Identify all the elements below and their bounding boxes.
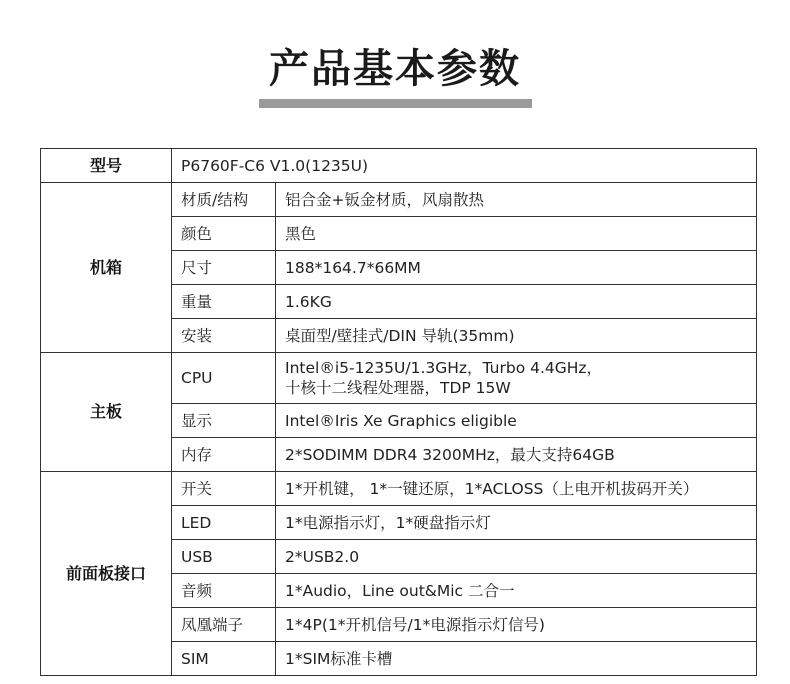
cpu-value-line-1: Intel®i5-1235U/1.3GHz，Turbo 4.4GHz， <box>285 359 603 377</box>
row-value: 1*Audio，Line out&Mic 二合一 <box>276 574 757 608</box>
model-label: 型号 <box>41 149 172 183</box>
table-row <box>41 353 757 404</box>
row-key: CPU <box>172 353 276 404</box>
row-key: 开关 <box>172 472 276 506</box>
row-value: Intel®Iris Xe Graphics eligible <box>276 404 757 438</box>
spec-table <box>40 148 757 676</box>
title-underline <box>259 99 532 108</box>
row-value: 1*4P(1*开机信号/1*电源指示灯信号) <box>276 608 757 642</box>
row-value: 2*USB2.0 <box>276 540 757 574</box>
row-value: 1*电源指示灯，1*硬盘指示灯 <box>276 506 757 540</box>
row-key: LED <box>172 506 276 540</box>
row-value: 1*开机键， 1*一键还原，1*ACLOSS（上电开机拔码开关） <box>276 472 757 506</box>
row-value: 1.6KG <box>276 285 757 319</box>
row-key: 音频 <box>172 574 276 608</box>
row-key: USB <box>172 540 276 574</box>
row-key: 凤凰端子 <box>172 608 276 642</box>
group-label-chassis: 机箱 <box>41 183 172 353</box>
table-row <box>41 183 757 217</box>
row-key: 内存 <box>172 438 276 472</box>
row-key: SIM <box>172 642 276 676</box>
model-value: P6760F-C6 V1.0(1235U) <box>172 149 757 183</box>
row-key: 安装 <box>172 319 276 353</box>
page-title: 产品基本参数 <box>269 46 521 92</box>
group-label-front-panel: 前面板接口 <box>41 472 172 676</box>
row-key: 尺寸 <box>172 251 276 285</box>
row-value-multiline <box>276 353 757 404</box>
row-value: 1*SIM标准卡槽 <box>276 642 757 676</box>
row-value: 2*SODIMM DDR4 3200MHz，最大支持64GB <box>276 438 757 472</box>
group-label-mainboard: 主板 <box>41 353 172 472</box>
row-key: 显示 <box>172 404 276 438</box>
cpu-value-line-2: 十核十二线程处理器，TDP 15W <box>285 379 511 397</box>
row-key: 重量 <box>172 285 276 319</box>
row-key: 材质/结构 <box>172 183 276 217</box>
row-value: 铝合金+钣金材质，风扇散热 <box>276 183 757 217</box>
table-row <box>41 472 757 506</box>
table-row <box>41 149 757 183</box>
row-value: 桌面型/壁挂式/DIN 导轨(35mm) <box>276 319 757 353</box>
row-key: 颜色 <box>172 217 276 251</box>
row-value: 188*164.7*66MM <box>276 251 757 285</box>
row-value: 黑色 <box>276 217 757 251</box>
